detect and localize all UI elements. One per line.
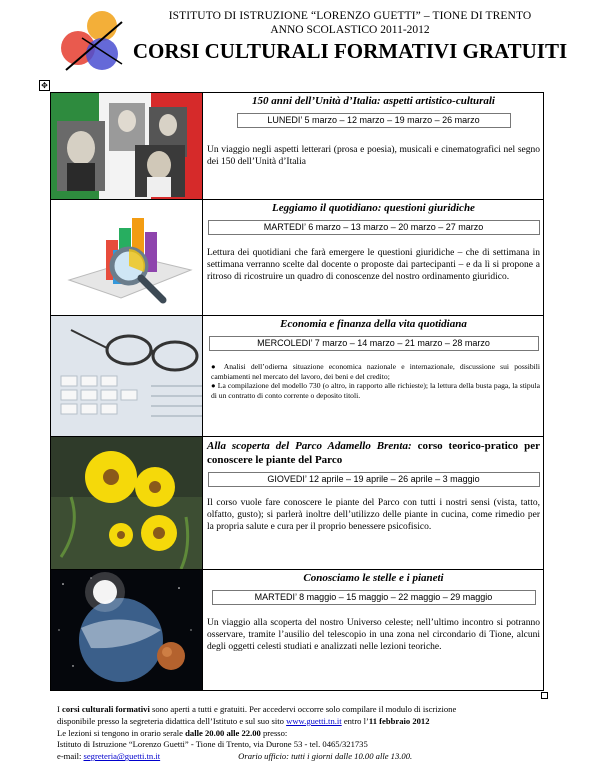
course-title-italic: Alla scoperta del Parco Adamello Brenta: [207, 440, 412, 452]
course-title: Conosciamo le stelle e i pianeti [303, 572, 444, 584]
footer-line [57, 728, 547, 740]
course-text-cell [203, 200, 544, 316]
course-title: 150 anni dell’Unità d’Italia: aspetti artistico-culturali [252, 95, 495, 107]
table-row [51, 437, 544, 570]
table-row [51, 93, 544, 200]
footer-text: entro l’ [341, 715, 369, 726]
footer-text: Le lezioni si tengono in orario serale [57, 727, 186, 738]
course-dates: MERCOLEDI’ 7 marzo – 14 marzo – 21 marzo – 28 marzo [209, 336, 539, 351]
list-item: ● La compilazione del modello 730 (o altro, in rapporto alle richieste); la lettura della busta paga, la stipula di un contratto di conto corrente o deposito titoli. [211, 381, 540, 400]
table-row [51, 316, 544, 437]
footer-text: disponibile presso la segreteria didattica dell’Istituto e sul suo sito [57, 715, 287, 726]
email-link[interactable]: segreteria@guetti.tn.it [83, 751, 161, 762]
course-text-cell [203, 437, 544, 570]
website-link[interactable]: www.guetti.tn.it [286, 715, 342, 726]
course-description: Il corso vuole fare conoscere le piante del Parco con tutti i nostri sensi (vista, tatto, olfatto, gusto); si parlerà inoltre dell’utilizzo delle piante in cucina, come rimedio per la propria salute e cura per il proprio benessere psicofisico. [207, 498, 540, 532]
table-row [51, 200, 544, 316]
footer-line [57, 704, 547, 716]
footer-text: sono aperti a tutti e gratuiti. Per accedervi occorre solo compilare il modulo di iscrizione [149, 704, 457, 714]
institute-name: ISTITUTO DI ISTRUZIONE “LORENZO GUETTI” – TIONE DI TRENTO [168, 10, 532, 22]
page-title: CORSI CULTURALI FORMATIVI GRATUITI [132, 39, 568, 63]
course-title: Leggiamo il quotidiano: questioni giuridiche [272, 202, 475, 214]
course-text-cell [203, 570, 544, 691]
course-image-cell [51, 316, 203, 437]
course-description: Un viaggio alla scoperta del nostro Universo celeste; nell’ultimo incontro si potranno osservare, tramite l’ausilio del telescopio in una zona nel circondario di Tione, alcuni degli oggetti celesti studiati e analizzati nelle lezioni teoriche. [207, 618, 540, 652]
flowers-image [51, 437, 202, 569]
table-row [51, 570, 544, 691]
footer-text: presso: [260, 727, 288, 738]
course-text-cell [203, 316, 544, 437]
course-image-cell [51, 437, 203, 570]
course-description: Un viaggio negli aspetti letterari (prosa e poesia), musicali e cinematografici nel segno dei 150 dell’Unità d’Italia [207, 145, 540, 167]
footer-line [57, 751, 547, 763]
courses-table [50, 92, 544, 691]
planets-image [51, 570, 202, 690]
course-image-cell [51, 200, 203, 316]
footer-address: Istituto di Istruzione “Lorenzo Guetti” - Tione di Trento, via Durone 53 - tel. 0465/321735 [57, 739, 368, 750]
office-hours: Orario ufficio: tutti i giorni dalle 10.00 alle 13.00. [238, 751, 413, 762]
footer-bold: corsi culturali formativi [62, 704, 150, 714]
list-item: ● Analisi dell’odierna situazione economica nazionale e internazionale, discussione sui possibili cambiamenti nel mercato del lavoro, dei beni e del credito; [211, 362, 540, 381]
course-title: Economia e finanza della vita quotidiana [280, 318, 467, 330]
school-year: ANNO SCOLASTICO 2011-2012 [270, 24, 430, 36]
footer [57, 704, 547, 763]
course-dates: GIOVEDI’ 12 aprile – 19 aprile – 26 aprile – 3 maggio [208, 472, 540, 487]
course-description: Lettura dei quotidiani che farà emergere le questioni giuridiche – che di settimana in settimana verranno scelte dal docente o proposte dai partecipanti – e da lì si propone a ritroso di ricostruire un quadro di conoscenze del nostro ordinamento giuridico. [207, 248, 540, 282]
course-dates: MARTEDI’ 8 maggio – 15 maggio – 22 maggio – 29 maggio [212, 590, 536, 605]
footer-text: I [57, 704, 63, 714]
course-title-rest: corso teorico-pratico per conoscere le piante del Parco [207, 440, 540, 466]
email-label: e-mail: [57, 751, 84, 762]
resize-handle-icon[interactable] [541, 692, 548, 699]
move-handle-icon[interactable]: ✥ [39, 80, 50, 91]
chart-magnifier-image [51, 200, 202, 315]
course-dates: MARTEDI’ 6 marzo – 13 marzo – 20 marzo – 27 marzo [208, 220, 540, 235]
school-logo [58, 8, 130, 76]
course-image-cell [51, 570, 203, 691]
course-image-cell [51, 93, 203, 200]
calculator-glasses-image [51, 316, 202, 436]
deadline: 11 febbraio 2012 [368, 715, 430, 726]
footer-line [57, 716, 547, 728]
italy-portraits-image [51, 93, 202, 199]
course-dates: LUNEDI’ 5 marzo – 12 marzo – 19 marzo – 26 marzo [237, 113, 511, 128]
course-text-cell [203, 93, 544, 200]
course-title [207, 439, 540, 467]
course-bullets [211, 362, 540, 400]
lesson-hours: dalle 20.00 alle 22.00 [185, 727, 261, 738]
